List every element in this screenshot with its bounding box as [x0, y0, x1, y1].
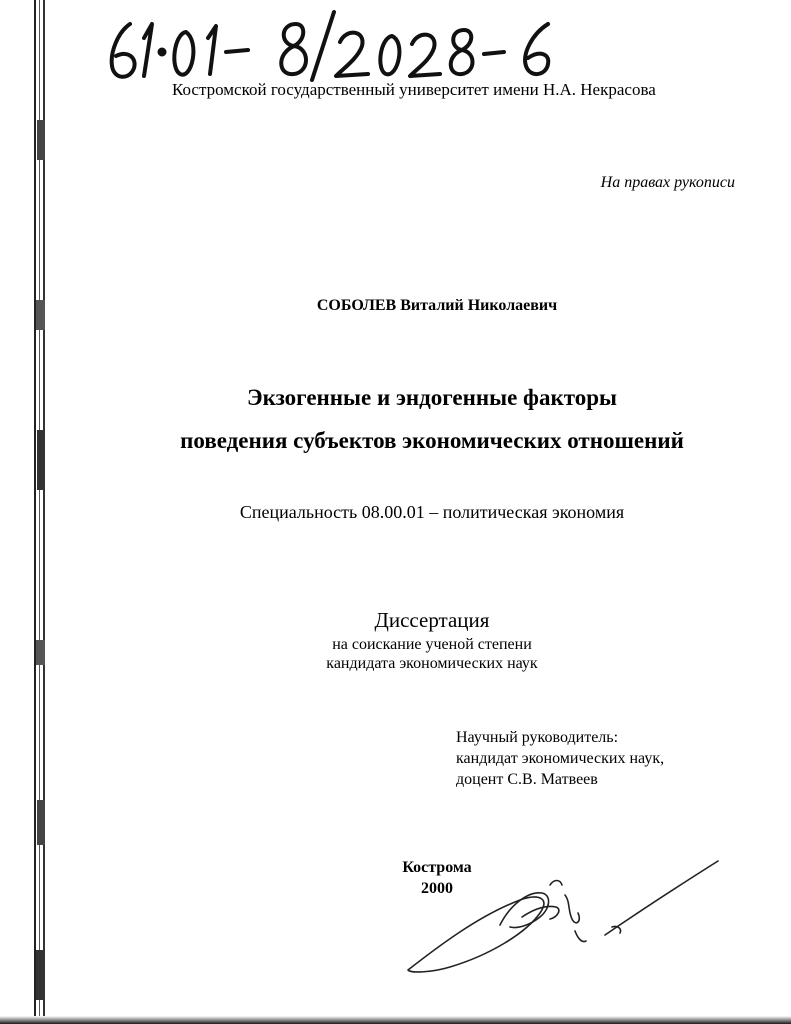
city: Кострома	[402, 859, 472, 876]
degree-line-2: кандидата экономических наук	[326, 655, 538, 672]
handwritten-archive-code	[100, 2, 570, 88]
author-name: СОБОЛЕВ Виталий Николаевич	[316, 297, 558, 314]
manuscript-rights-note: На правах рукописи	[600, 174, 735, 191]
document-type: Диссертация	[374, 608, 490, 632]
dissertation-title-line-1: Экзогенные и эндогенные факторы	[247, 385, 617, 410]
scan-bottom-edge	[0, 1016, 791, 1024]
year: 2000	[421, 880, 453, 897]
supervisor-name: доцент С.В. Матвеев	[456, 771, 598, 788]
handwritten-signature	[400, 855, 730, 980]
supervisor-degree: кандидат экономических наук,	[456, 750, 665, 767]
degree-line-1: на соискание ученой степени	[332, 636, 532, 653]
dissertation-title-line-2: поведения субъектов экономических отношений	[180, 428, 684, 453]
university-name: Костромской государственный университет имени Н.А. Некрасова	[172, 80, 656, 99]
supervisor-block	[456, 727, 756, 790]
supervisor-label: Научный руководитель:	[456, 729, 619, 746]
specialty: Специальность 08.00.01 – политическая экономия	[239, 502, 625, 522]
scan-binding-strip	[34, 0, 48, 1024]
